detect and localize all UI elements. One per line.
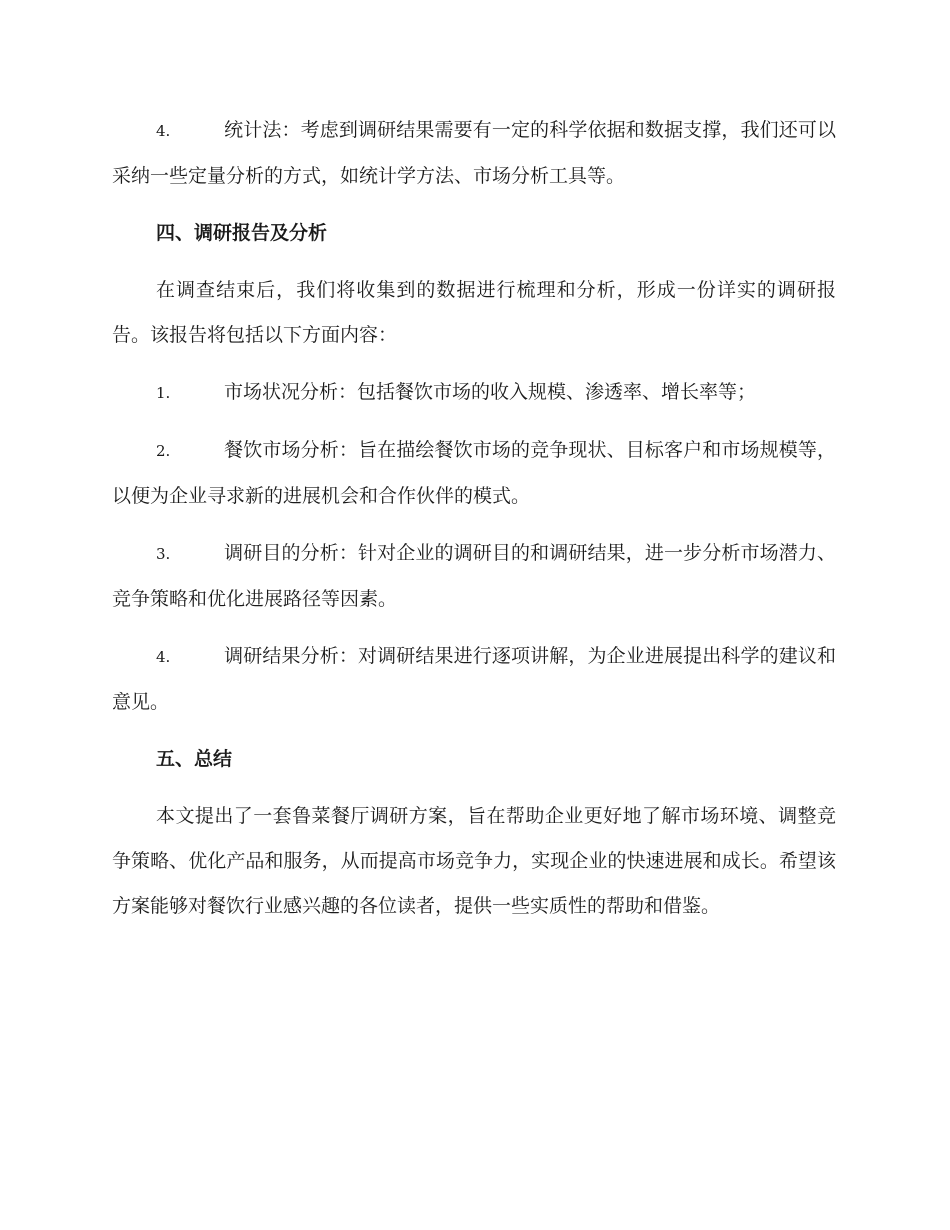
section-report-intro: 在调查结束后，我们将收集到的数据进行梳理和分析，形成一份详实的调研报告。该报告将包括以下方面内容： (112, 279, 836, 346)
section-heading-summary: 五、总结 (156, 748, 233, 770)
list-item-research-purpose (112, 531, 836, 622)
document-content (112, 108, 836, 941)
list-number: 2. (156, 442, 171, 460)
list-item-research-results (112, 634, 836, 725)
list-item-text: 餐饮市场分析：旨在描绘餐饮市场的竞争现状、目标客户和市场规模等，以便为企业寻求新的进展机会和合作伙伴的模式。 (112, 439, 836, 507)
list-item-catering-market (112, 428, 836, 519)
list-number: 1. (156, 384, 171, 402)
list-item-text: 统计法：考虑到调研结果需要有一定的科学依据和数据支撑，我们还可以采纳一些定量分析的方式，如统计学方法、市场分析工具等。 (112, 119, 836, 187)
section-summary-body: 本文提出了一套鲁菜餐厅调研方案，旨在帮助企业更好地了解市场环境、调整竞争策略、优化产品和服务，从而提高市场竞争力，实现企业的快速进展和成长。希望该方案能够对餐饮行业感兴趣的各位读者，提供一些实质性的帮助和借鉴。 (112, 805, 836, 917)
list-item-market-status (112, 370, 836, 416)
list-item-text: 市场状况分析：包括餐饮市场的收入规模、渗透率、增长率等； (224, 381, 757, 403)
list-number: 4. (156, 648, 171, 666)
list-number: 3. (156, 545, 171, 563)
list-item-text: 调研结果分析：对调研结果进行逐项讲解，为企业进展提出科学的建议和意见。 (112, 645, 836, 713)
list-item-text: 调研目的分析：针对企业的调研目的和调研结果，进一步分析市场潜力、竞争策略和优化进展路径等因素。 (112, 542, 836, 610)
list-item-statistics (112, 108, 836, 199)
list-number: 4. (156, 122, 171, 140)
section-heading-report: 四、调研报告及分析 (156, 222, 328, 244)
